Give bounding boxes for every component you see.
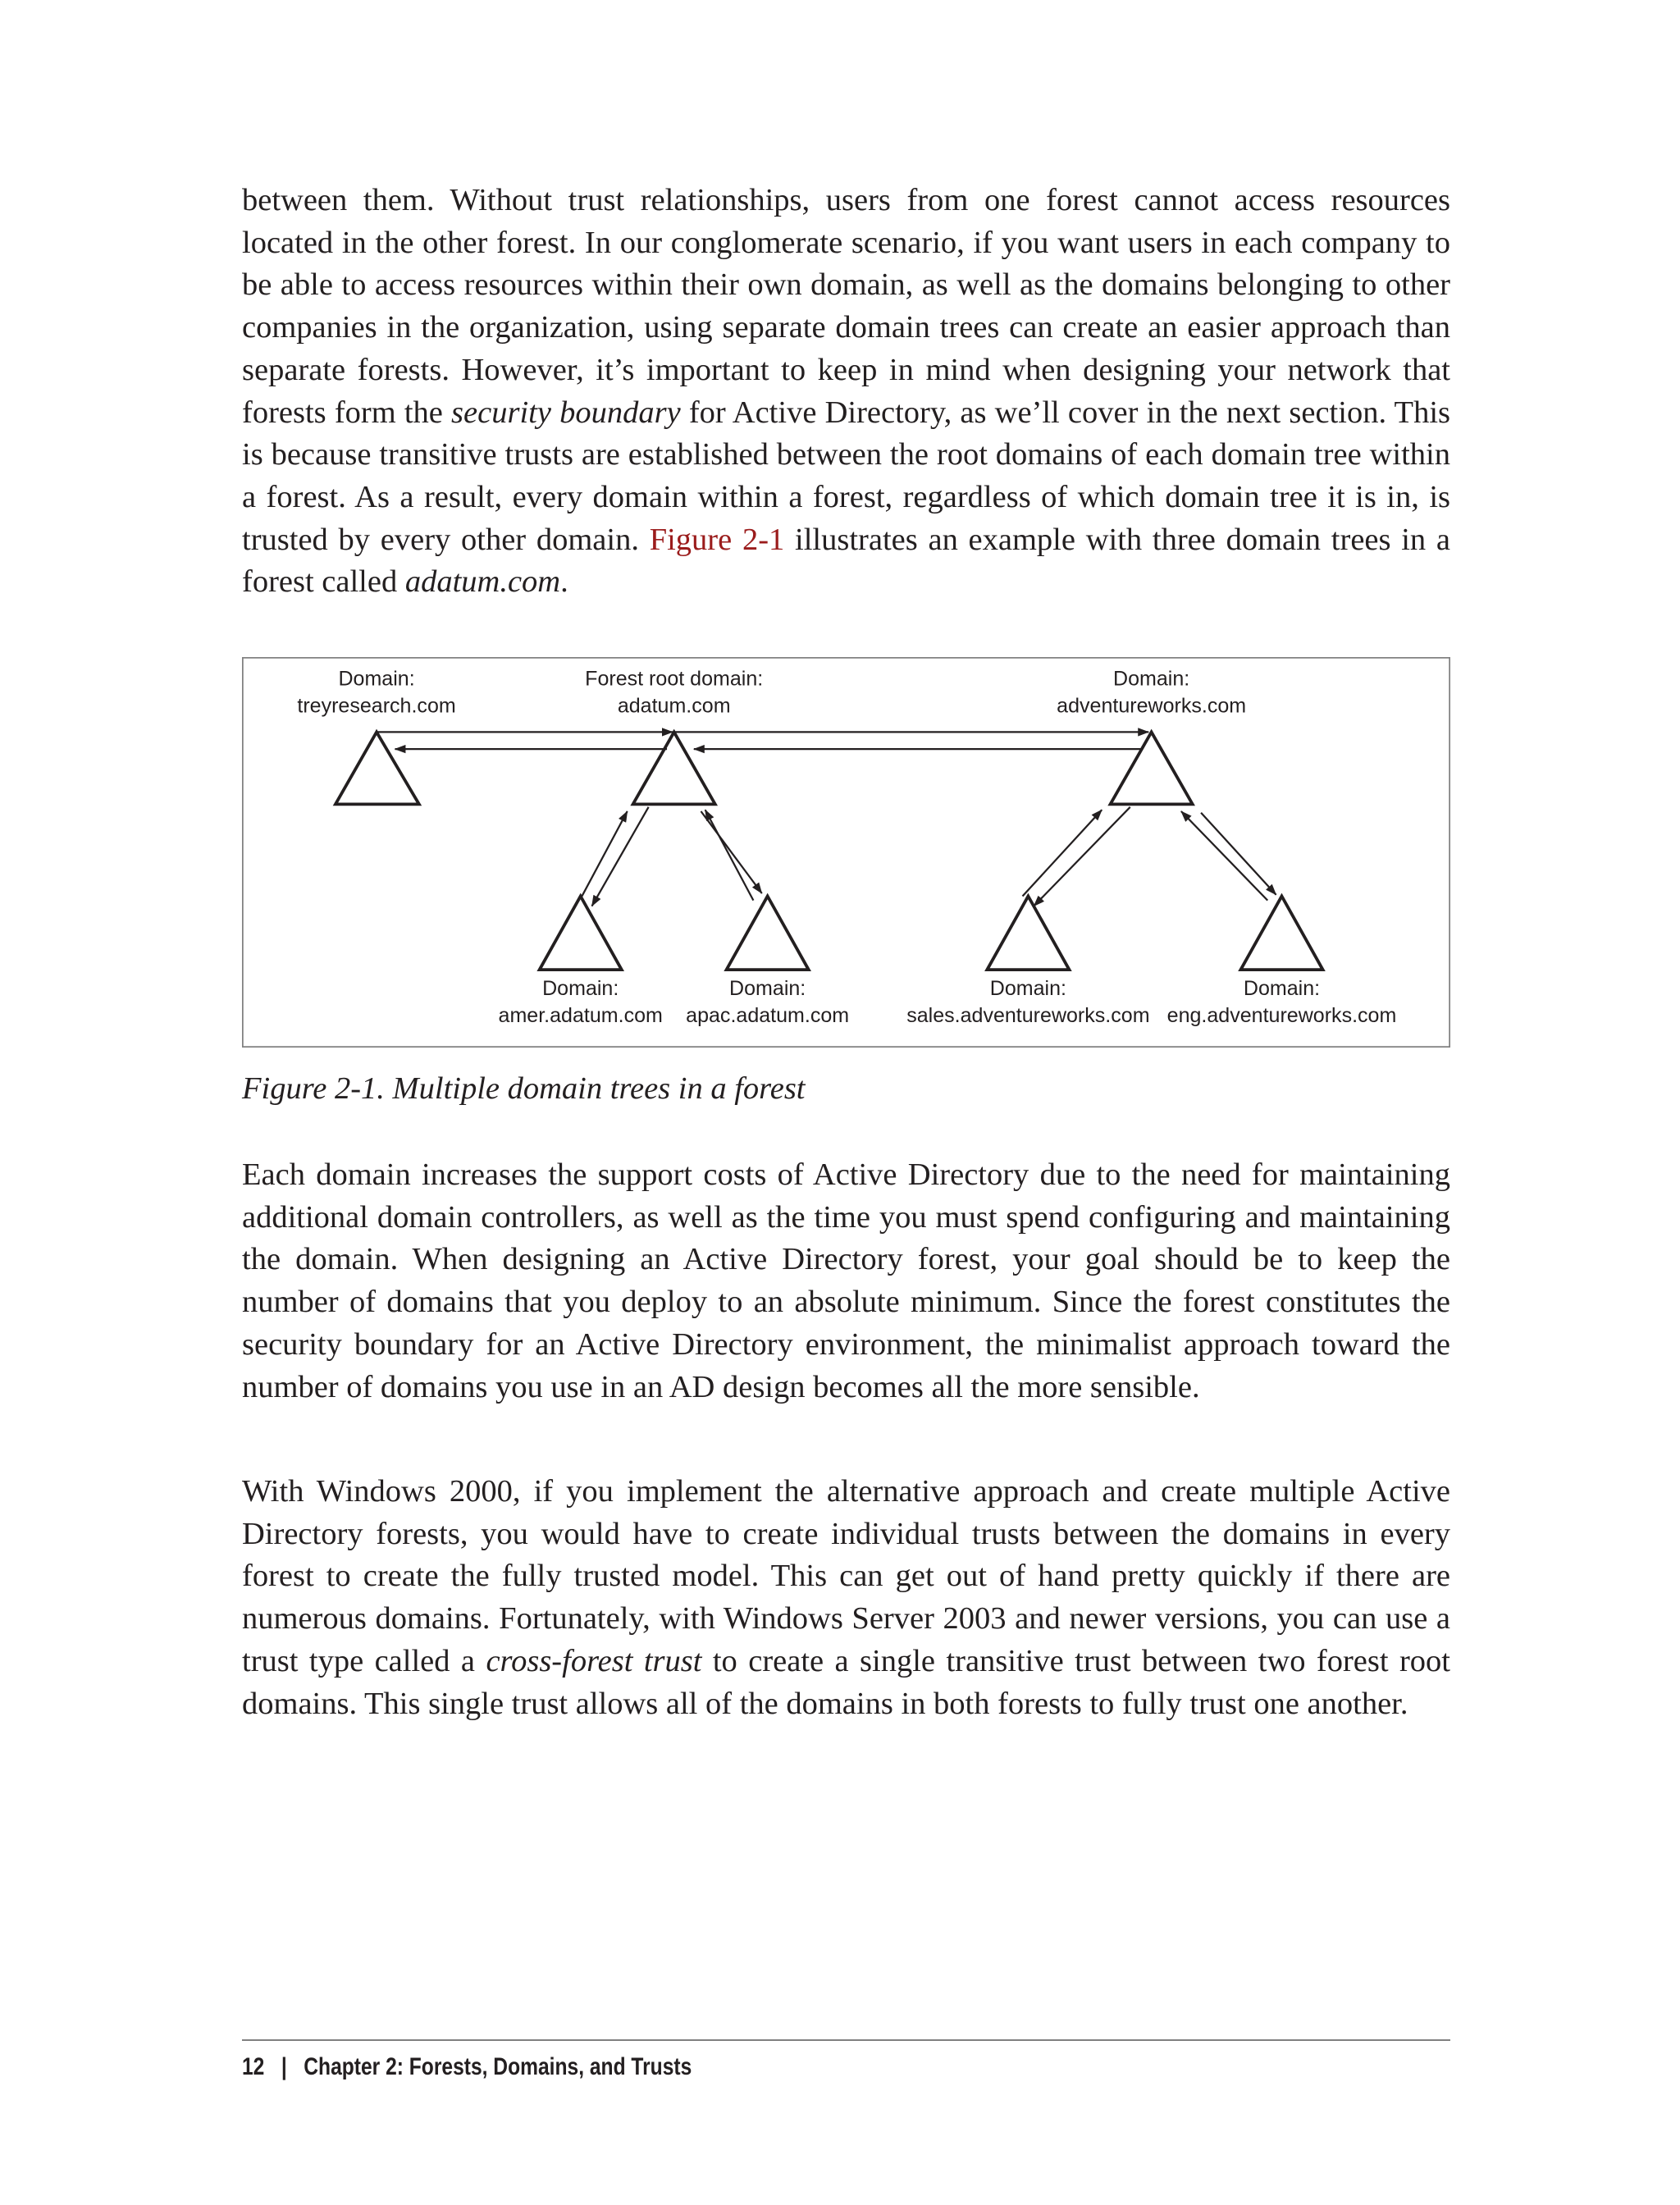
node-label: Forest root domain: [585, 667, 764, 691]
emphasis: cross-forest trust [486, 1643, 702, 1678]
text: . [560, 564, 568, 600]
footer-separator: | [281, 2053, 287, 2080]
node-label: Domain: [542, 977, 619, 1001]
figure-caption: Figure 2-1. Multiple domain trees in a forest [242, 1071, 806, 1106]
node-label: sales.adventureworks.com [906, 1003, 1150, 1027]
node-label: treyresearch.com [297, 694, 456, 718]
text: between them. Without trust relationships, users from one forest cannot access resources located in the other forest. In our conglomerate scenario, if you want users in each company to be able to access resources within their own domain, as well as the domains belonging to other companies in the organization, using separate domain trees can create an easier approach than separate forests. However, it’s important to keep in mind when designing your network that forests form the [242, 183, 1450, 430]
text: With Windows 2000, if you implement the alternative approach and create multiple Active Directory forests, you would have to create individual trusts between the domains in every forest to create the fully trusted model. This can get out of hand pretty quickly if there are numerous domains. Fortunately, with Windows Server 2003 and newer versions, you can use a trust type called a [242, 1474, 1450, 1678]
page-footer [242, 2053, 692, 2081]
node-label: Domain: [729, 977, 806, 1001]
text: to create a single transitive trust between two forest root domains. This single trust allows all of the domains in both forests to fully trust one another. [242, 1643, 1450, 1721]
chapter-title: Chapter 2: Forests, Domains, and Trusts [304, 2053, 692, 2080]
node-label: Domain: [338, 667, 415, 691]
node-label: Domain: [1243, 977, 1321, 1001]
emphasis: security boundary [451, 395, 681, 430]
node-label: adatum.com [617, 694, 731, 718]
body-paragraph [242, 1471, 1450, 1725]
node-label: eng.adventureworks.com [1166, 1003, 1397, 1027]
figure-link[interactable]: Figure 2-1 [649, 522, 785, 557]
emphasis: adatum.com [404, 564, 561, 600]
text: illustrates an example with three domain trees in a forest called [242, 522, 1450, 600]
footer-divider [242, 2039, 1450, 2041]
node-label: amer.adatum.com [498, 1003, 663, 1027]
body-paragraph: Each domain increases the support costs of Active Directory due to the need for maintaining additional domain controllers, as well as the time you must spend configuring and maintaining the domain. When designing an Active Directory forest, your goal should be to keep the number of domains that you deploy to an absolute minimum. Since the forest constitutes the security boundary for an Active Directory environment, the minimalist approach toward the number of domains you use in an AD design becomes all the more sensible. [242, 1157, 1450, 1404]
body-paragraph [242, 180, 1450, 604]
node-label: apac.adatum.com [686, 1003, 850, 1027]
node-label: Domain: [989, 977, 1067, 1001]
node-label: adventureworks.com [1057, 694, 1247, 718]
node-label: Domain: [1113, 667, 1190, 691]
page-number: 12 [242, 2053, 265, 2080]
domain-trees-diagram [242, 657, 1450, 1048]
text: for Active Directory, as we’ll cover in the next section. This is because transitive trusts are established between the root domains of each domain tree within a forest. As a result, every domain within a forest, regardless of which domain tree it is in, is trusted by every other domain. [242, 395, 1450, 557]
